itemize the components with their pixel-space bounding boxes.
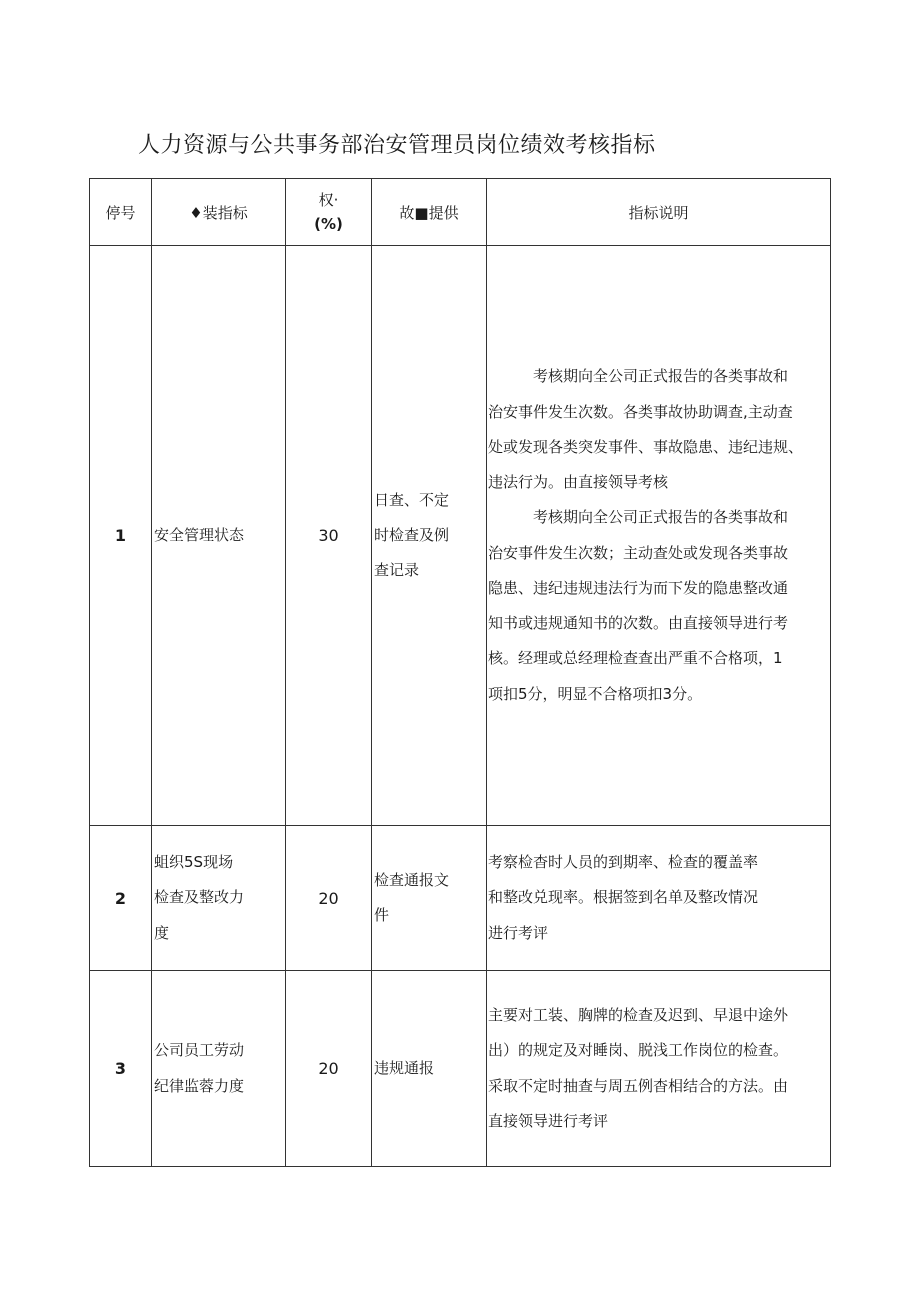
row-number: 1 <box>90 246 152 826</box>
weight-cell: 20 <box>286 826 372 971</box>
desc-line: 处或发现各类突发事件、事故隐患、违纪违规、 <box>488 437 804 456</box>
desc-line: 直接领导进行考评 <box>488 1111 609 1130</box>
desc-line: 出）的规定及对睡岗、脱浅工作岗位的检查。 <box>488 1041 789 1060</box>
source-line: 查记录 <box>374 561 420 580</box>
desc-line: 和整改兑现率。根据签到名单及整改情况 <box>488 888 759 907</box>
header-no: 停号 <box>90 179 152 246</box>
source-line: 时检查及例 <box>374 525 450 544</box>
source-line: 检查通报文 <box>374 870 450 889</box>
source-cell: 违规通报 <box>372 971 487 1167</box>
desc-line: 知书或违规通知书的次数。由直接领导进行考 <box>488 614 789 632</box>
indicator-cell <box>152 826 286 971</box>
indicator-line: 公司员工劳动 <box>154 1041 245 1060</box>
indicator-cell: 安全管理状态 <box>152 246 286 826</box>
header-weight <box>286 179 372 246</box>
indicator-line: 纪律监蓉力度 <box>154 1076 245 1095</box>
desc-line: 治安事件发生次数；主动查处或发现各类事故 <box>488 543 789 562</box>
header-weight-top: 权· <box>318 191 339 209</box>
indicator-line: 度 <box>154 923 170 942</box>
source-cell <box>372 246 487 826</box>
desc-line: 主要对工装、胸牌的检查及迟到、早退中途外 <box>488 1006 789 1024</box>
desc-line: 治安事件发生次数。各类事故协助调查,主动查 <box>488 402 793 421</box>
indicator-cell <box>152 971 286 1167</box>
table-row <box>90 246 831 826</box>
description-cell <box>487 826 831 971</box>
desc-line: 隐患、违纪违规违法行为而下发的隐患整改通 <box>488 578 789 597</box>
header-weight-unit: (%) <box>314 215 343 233</box>
table-row <box>90 826 831 971</box>
header-source: 故■提供 <box>372 179 487 246</box>
weight-cell: 20 <box>286 971 372 1167</box>
page-title: 人力资源与公共事务部治安管理员岗位绩效考核指标 <box>138 133 656 158</box>
indicator-line: 蛆织5S现场 <box>154 853 234 872</box>
table-row <box>90 971 831 1167</box>
desc-line: 考察检杳时人员的到期率、检查的覆盖率 <box>488 853 759 872</box>
desc-line: 项扣5分，明显不合格项扣3分。 <box>488 684 703 703</box>
desc-line: 进行考评 <box>488 923 549 942</box>
source-line: 日查、不定 <box>374 490 450 509</box>
weight-cell: 30 <box>286 246 372 826</box>
source-line: 件 <box>374 906 390 924</box>
description-cell <box>487 246 831 826</box>
row-number: 3 <box>90 971 152 1167</box>
header-description: 指标说明 <box>487 179 831 246</box>
desc-line: 采取不定时抽查与周五例杳相结合的方法。由 <box>488 1076 789 1095</box>
row-number: 2 <box>90 826 152 971</box>
header-indicator: ♦装指标 <box>152 179 286 246</box>
desc-line: 考核期向全公司正式报告的各类事故和 <box>533 367 789 386</box>
source-cell <box>372 826 487 971</box>
desc-line: 违法行为。由直接领导考核 <box>488 473 669 491</box>
kpi-table <box>89 178 831 1167</box>
desc-line: 核。经理或总经理检查查出严重不合格项，1 <box>488 649 783 668</box>
desc-line: 考核期向全公司正式报告的各类事故和 <box>533 508 789 527</box>
table-header-row <box>90 179 831 246</box>
indicator-line: 检查及整改力 <box>154 888 245 907</box>
description-cell <box>487 971 831 1167</box>
